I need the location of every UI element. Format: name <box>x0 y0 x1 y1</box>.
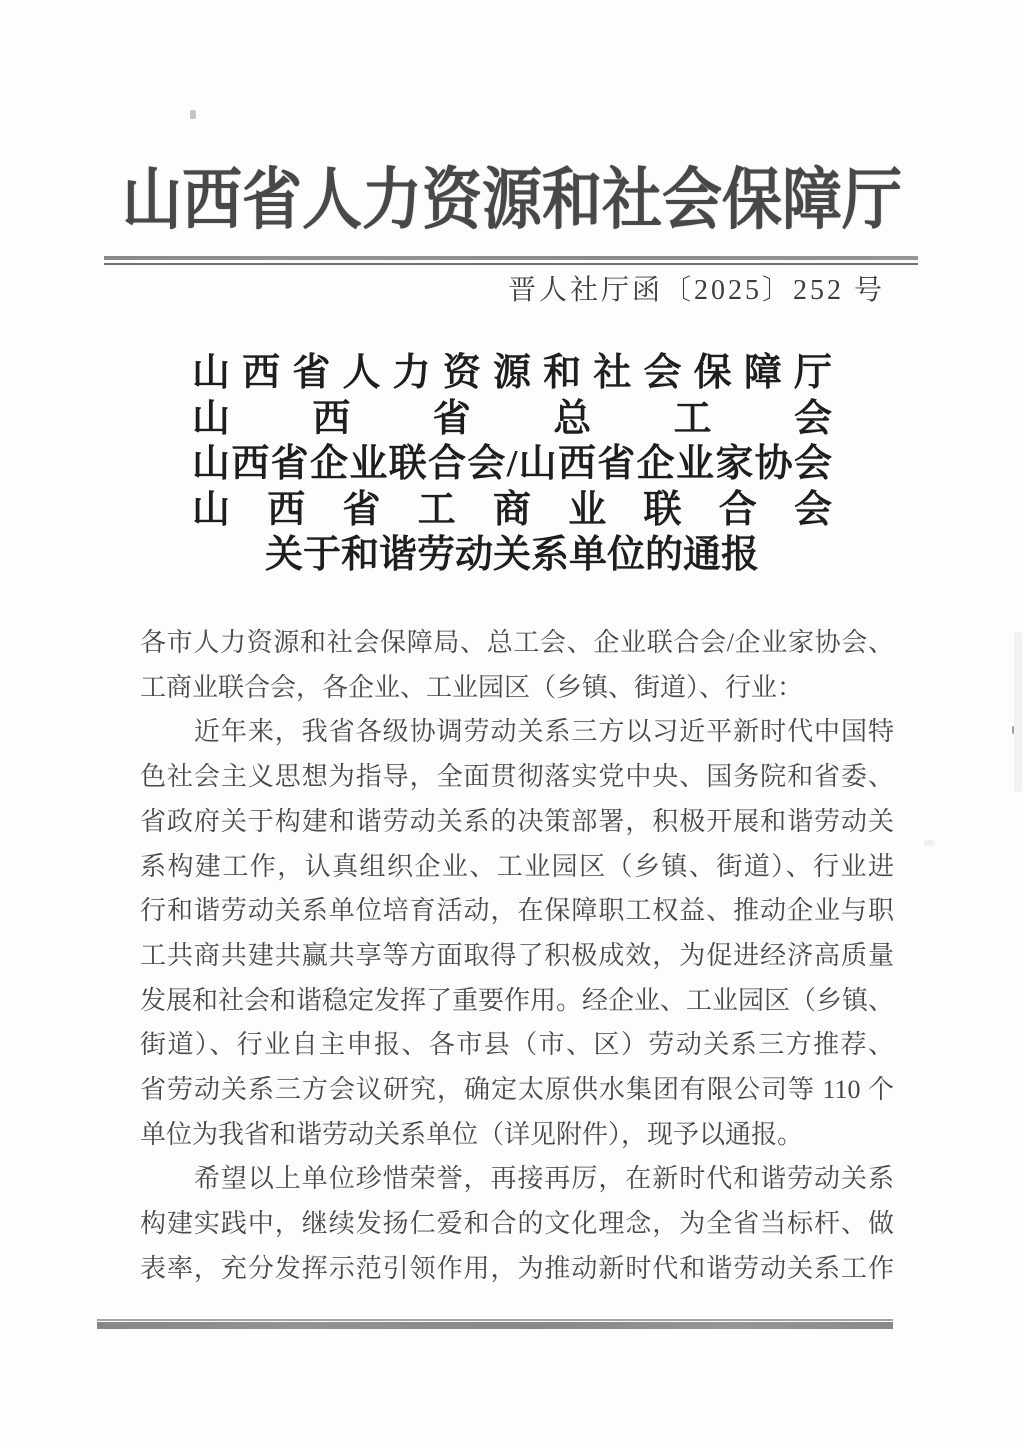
title-line: 关于和谐劳动关系单位的通报 <box>264 534 759 576</box>
scan-smudge <box>924 840 934 846</box>
title-line: 山西省工商业联合会 <box>192 488 832 531</box>
body-text-line: 单位为我省和谐劳动关系单位（详见附件），现予以通报。 <box>140 1119 804 1149</box>
scan-bar-thick-line <box>97 1322 893 1329</box>
body-text-line: 省劳动关系三方会议研究，确定太原供水集团有限公司等 110 个 <box>140 1075 894 1105</box>
body-text-line: 工共商共建共赢共享等方面取得了积极成效，为促进经济高质量 <box>140 940 894 970</box>
body-text-line: 工商业联合会，各企业、工业园区（乡镇、街道）、行业： <box>140 672 804 702</box>
title-line: 山西省企业联合会/山西省企业家协会 <box>192 443 832 485</box>
separator-thin-rule <box>104 263 918 265</box>
body-text-line: 省政府关于构建和谐劳动关系的决策部署，积极开展和谐劳动关 <box>140 806 894 836</box>
letterhead-org-name: 山西省人力资源和社会保障厅 <box>122 163 902 238</box>
body-text-line: 希望以上单位珍惜荣誉，再接再厉，在新时代和谐劳动关系 <box>140 1164 894 1194</box>
letterhead-separator <box>104 256 918 265</box>
title-line: 山西省总工会 <box>192 397 832 440</box>
body-text-line: 近年来，我省各级协调劳动关系三方以习近平新时代中国特 <box>140 717 894 747</box>
body-text-line: 发展和社会和谐稳定发挥了重要作用。经企业、工业园区（乡镇、 <box>140 985 895 1015</box>
joint-issuers-and-subject-title <box>192 351 832 579</box>
body-text-line: 系构建工作，认真组织企业、工业园区（乡镇、街道）、行业进 <box>140 851 894 881</box>
title-line: 山西省人力资源和社会保障厅 <box>192 352 832 394</box>
page-bottom-scan-bar <box>97 1319 893 1329</box>
document-reference-number: 晋人社厅函〔2025〕252 号 <box>507 275 885 306</box>
scan-bar-thin-line <box>97 1319 893 1321</box>
body-text-line: 行和谐劳动关系单位培育活动，在保障职工权益、推动企业与职 <box>140 896 894 926</box>
body-text-line: 各市人力资源和社会保障局、总工会、企业联合会/企业家协会、 <box>140 628 894 657</box>
body-text-line: 街道）、行业自主申报、各市县（市、区）劳动关系三方推荐、 <box>140 1030 894 1060</box>
scan-speck <box>190 110 196 119</box>
separator-thick-rule <box>104 256 918 260</box>
body-text-line: 表率，充分发挥示范引领作用，为推动新时代和谐劳动关系工作 <box>140 1253 894 1283</box>
body-text-line: 构建实践中，继续发扬仁爱和合的文化理念，为全省当标杆、做 <box>140 1209 894 1239</box>
scan-smudge <box>1014 632 1022 792</box>
letter-body-text <box>140 621 894 1292</box>
body-text-line: 色社会主义思想为指导，全面贯彻落实党中央、国务院和省委、 <box>140 762 894 792</box>
